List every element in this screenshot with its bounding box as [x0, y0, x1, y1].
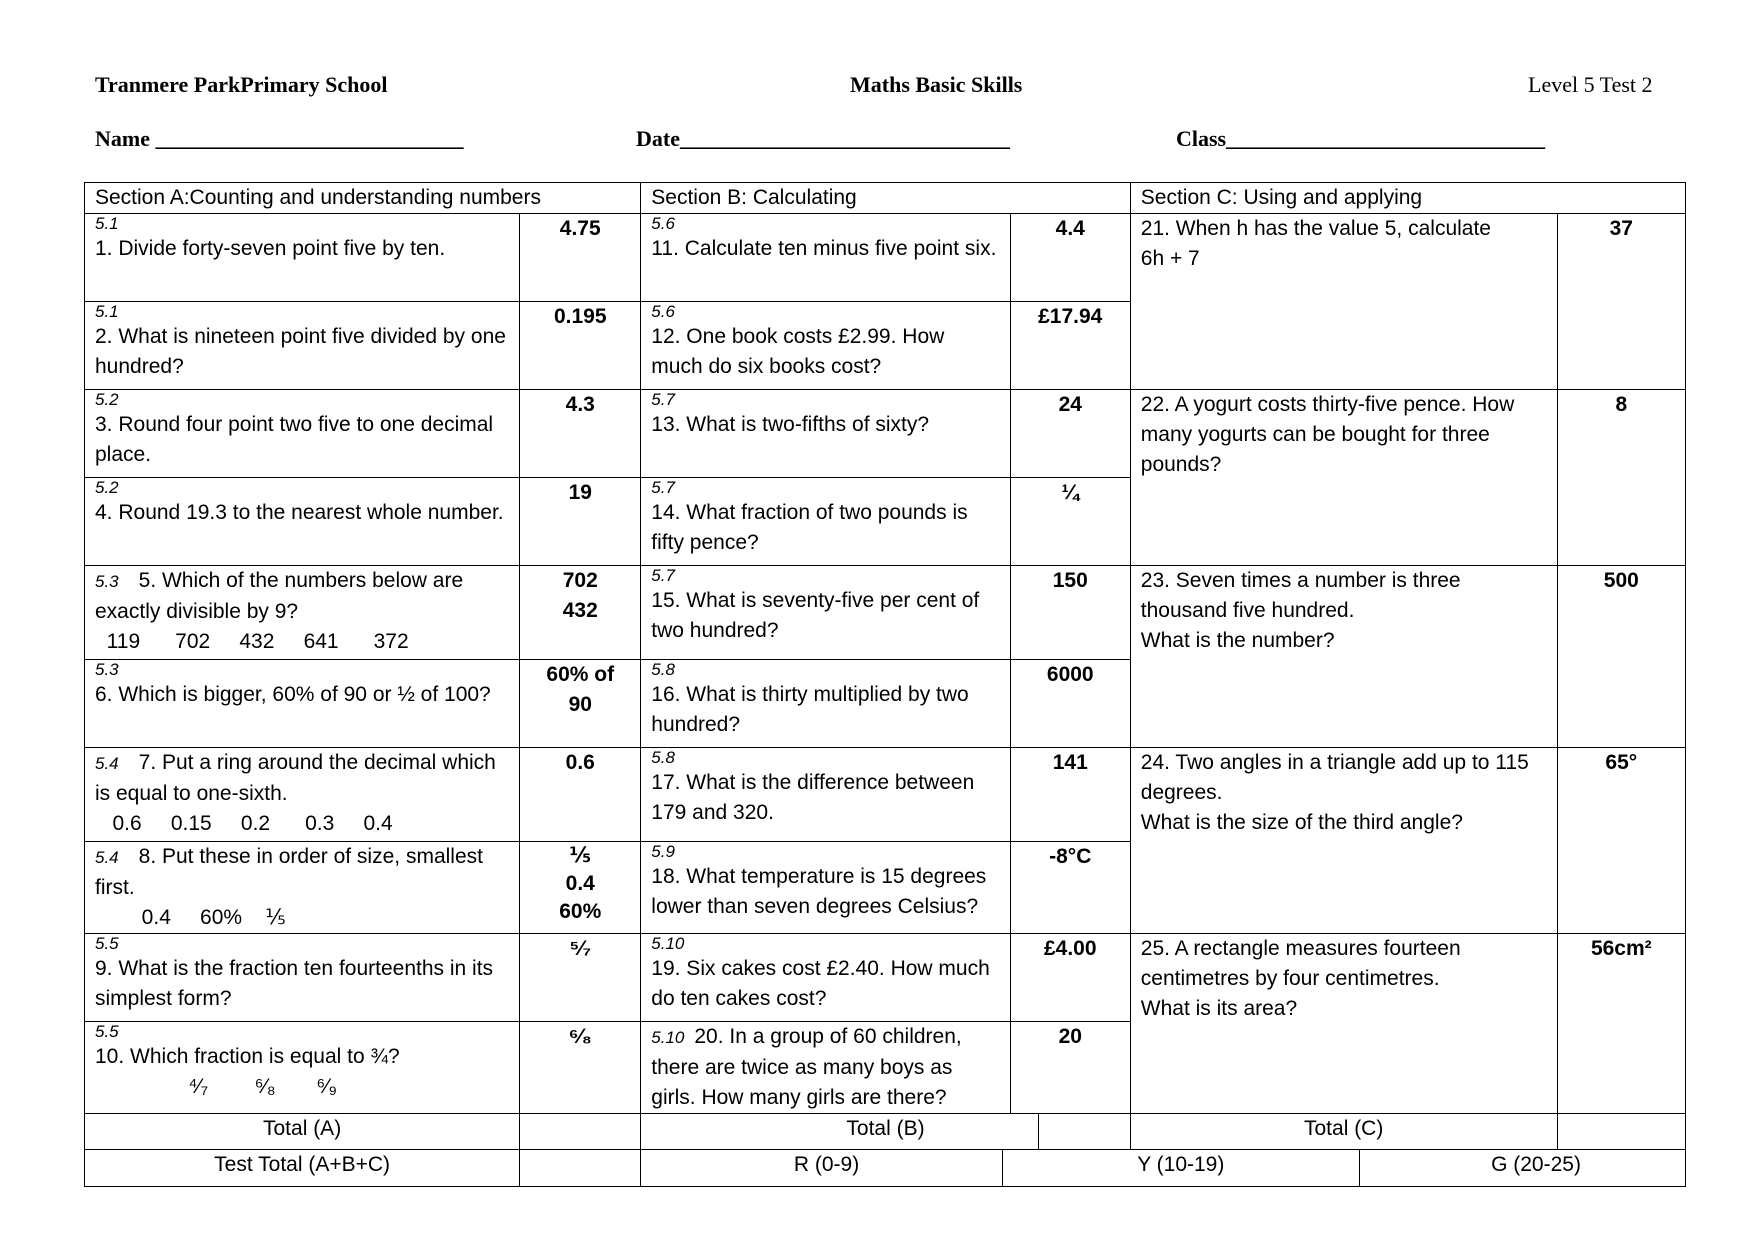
question-14-cell	[641, 478, 1010, 566]
options-list: 0.6 0.15 0.2 0.3 0.4	[95, 812, 393, 835]
answer-11: 4.4	[1010, 214, 1130, 302]
table-row	[85, 390, 1686, 478]
answer-22: 8	[1557, 390, 1685, 566]
total-b-label: Total (B)	[846, 1117, 925, 1140]
question-7-cell	[85, 748, 520, 842]
question-text: 8. Put these in order of size, smallest first.	[95, 845, 483, 899]
question-text: 3. Round four point two five to one decimal place.	[95, 413, 494, 466]
date-label: Date	[636, 126, 680, 151]
question-text: 12. One book costs £2.99. How much do six books cost?	[651, 325, 945, 378]
answer-9: ⁵⁄₇	[520, 934, 641, 1022]
level-tag: 5.9	[651, 842, 675, 861]
band-yellow: Y (10-19)	[1002, 1150, 1359, 1186]
question-21-cell	[1130, 214, 1557, 390]
question-8-cell	[85, 842, 520, 934]
question-23-cell	[1130, 566, 1557, 748]
school-name: Tranmere ParkPrimary School	[95, 72, 388, 97]
answer-12: £17.94	[1010, 302, 1130, 390]
section-c-header: Section C: Using and applying	[1130, 183, 1685, 214]
answer-5	[520, 566, 641, 660]
total-b-divider	[1038, 1113, 1039, 1149]
answer-16: 6000	[1010, 660, 1130, 748]
table-row	[85, 566, 1686, 660]
level-tag: 5.2	[95, 478, 119, 497]
level-tag: 5.7	[651, 390, 675, 409]
date-field[interactable]	[636, 126, 1010, 152]
total-b-cell	[641, 1114, 1130, 1150]
question-25-cell	[1130, 934, 1557, 1114]
question-text: 15. What is seventy-five per cent of two hundred?	[651, 589, 980, 642]
question-18-cell	[641, 842, 1010, 934]
name-field[interactable]	[95, 126, 463, 152]
level-tag: 5.8	[651, 660, 675, 679]
question-text: 9. What is the fraction ten fourteenths in its simplest form?	[95, 957, 494, 1010]
rag-bands	[651, 1150, 1712, 1186]
question-text: 7. Put a ring around the decimal which is equal to one-sixth.	[95, 751, 496, 805]
answer-7: 0.6	[520, 748, 641, 842]
options-list: 119 702 432 641 372	[95, 630, 409, 653]
question-text-2: What is the number?	[1140, 629, 1335, 652]
answer-25: 56cm²	[1557, 934, 1685, 1114]
level-tag: 5.10	[651, 934, 685, 953]
totals-row	[85, 1114, 1686, 1150]
level-tag: 5.5	[95, 1022, 119, 1041]
name-label: Name	[95, 126, 156, 151]
answer-4: 19	[520, 478, 641, 566]
answer-17: 141	[1010, 748, 1130, 842]
question-text: 1. Divide forty-seven point five by ten.	[95, 237, 446, 260]
answer-line: 90	[568, 693, 592, 716]
question-9-cell	[85, 934, 520, 1022]
question-text-2: What is the size of the third angle?	[1140, 811, 1463, 834]
band-red: R (0-9)	[651, 1150, 1002, 1186]
question-text: 16. What is thirty multiplied by two hundred?	[651, 683, 969, 736]
question-text: 17. What is the difference between 179 and 320.	[651, 771, 975, 824]
level-tag: 5.3	[95, 572, 119, 591]
question-16-cell	[641, 660, 1010, 748]
question-text: 11. Calculate ten minus five point six.	[651, 237, 997, 260]
options-list: 0.4 60% ⅕	[95, 906, 286, 929]
answer-21: 37	[1557, 214, 1685, 390]
question-text: 22. A yogurt costs thirty-five pence. How many yogurts can be bought for three pounds?	[1140, 393, 1515, 476]
question-4-cell	[85, 478, 520, 566]
question-11-cell	[641, 214, 1010, 302]
level-tag: 5.4	[95, 754, 119, 773]
class-field[interactable]	[1176, 126, 1545, 152]
question-5-cell	[85, 566, 520, 660]
subject-title: Maths Basic Skills	[850, 72, 1023, 97]
question-text: 5. Which of the numbers below are exactly divisible by 9?	[95, 569, 464, 623]
total-c-input[interactable]	[1557, 1114, 1685, 1150]
answer-line: 60% of	[546, 663, 615, 686]
section-header-row	[85, 183, 1686, 214]
question-2-cell	[85, 302, 520, 390]
question-text: 23. Seven times a number is three thousand five hundred.	[1140, 569, 1461, 622]
question-13-cell	[641, 390, 1010, 478]
question-1-cell	[85, 214, 520, 302]
level-tag: 5.2	[95, 390, 119, 409]
question-text: 14. What fraction of two pounds is fifty pence?	[651, 501, 968, 554]
answer-line: 0.4	[565, 872, 595, 895]
level-tag: 5.1	[95, 214, 119, 233]
section-a-header: Section A:Counting and understanding numbers	[85, 183, 641, 214]
level-tag: 5.7	[651, 478, 675, 497]
rag-band-cell	[641, 1150, 1686, 1187]
answer-3: 4.3	[520, 390, 641, 478]
question-24-cell	[1130, 748, 1557, 934]
class-line: _____________________________	[1226, 126, 1546, 151]
question-text: 20. In a group of 60 children, there are twice as many boys as girls. How many girls are there?	[651, 1025, 962, 1109]
question-6-cell	[85, 660, 520, 748]
question-text: 19. Six cakes cost £2.40. How much do ten cakes cost?	[651, 957, 990, 1010]
answer-1: 4.75	[520, 214, 641, 302]
question-20-cell	[641, 1022, 1010, 1114]
answer-23: 500	[1557, 566, 1685, 748]
question-text: 13. What is two-fifths of sixty?	[651, 413, 930, 436]
level-tag: 5.6	[651, 214, 675, 233]
total-c-label: Total (C)	[1130, 1114, 1557, 1150]
answer-line: 702	[562, 569, 598, 592]
level-tag: 5.4	[95, 848, 119, 867]
question-12-cell	[641, 302, 1010, 390]
answer-14: ¼	[1010, 478, 1130, 566]
band-green: G (20-25)	[1491, 1153, 1581, 1176]
question-17-cell	[641, 748, 1010, 842]
level-tag: 5.6	[651, 302, 675, 321]
options-list: ⁴⁄₇ ⁶⁄₈ ⁶⁄₉	[95, 1075, 337, 1098]
name-line: ____________________________	[155, 126, 464, 151]
level-tag: 5.3	[95, 660, 119, 679]
level-tag: 5.10	[651, 1028, 685, 1047]
level-tag: 5.5	[95, 934, 119, 953]
answer-19: £4.00	[1010, 934, 1130, 1022]
answer-15: 150	[1010, 566, 1130, 660]
answer-13: 24	[1010, 390, 1130, 478]
test-total-input[interactable]	[520, 1150, 641, 1187]
question-text: 4. Round 19.3 to the nearest whole number.	[95, 501, 504, 524]
question-text-2: What is its area?	[1140, 997, 1298, 1020]
table-row	[85, 748, 1686, 842]
question-15-cell	[641, 566, 1010, 660]
test-total-row	[85, 1150, 1686, 1187]
answer-line: 432	[562, 599, 598, 622]
question-3-cell	[85, 390, 520, 478]
table-row	[85, 214, 1686, 302]
answer-20: 20	[1010, 1022, 1130, 1114]
test-level: Level 5 Test 2	[1528, 72, 1653, 97]
answer-8	[520, 842, 641, 934]
answer-2: 0.195	[520, 302, 641, 390]
answer-10: ⁶⁄₈	[520, 1022, 641, 1114]
level-tag: 5.7	[651, 566, 675, 585]
question-text: 10. Which fraction is equal to ¾?	[95, 1045, 400, 1068]
question-19-cell	[641, 934, 1010, 1022]
date-line: ______________________________	[679, 126, 1010, 151]
question-text: 18. What temperature is 15 degrees lower than seven degrees Celsius?	[651, 865, 987, 918]
section-b-header: Section B: Calculating	[641, 183, 1130, 214]
test-total-label: Test Total (A+B+C)	[85, 1150, 520, 1187]
question-text: 24. Two angles in a triangle add up to 115 degrees.	[1140, 751, 1529, 804]
answer-24: 65°	[1557, 748, 1685, 934]
level-tag: 5.8	[651, 748, 675, 767]
class-label: Class	[1176, 126, 1227, 151]
question-22-cell	[1130, 390, 1557, 566]
answer-line: ⅕	[569, 844, 592, 867]
answer-line: 60%	[559, 900, 602, 923]
question-text: 21. When h has the value 5, calculate 6h + 7	[1140, 217, 1550, 270]
answer-18: -8°C	[1010, 842, 1130, 934]
question-text: 2. What is nineteen point five divided by one hundred?	[95, 325, 506, 378]
test-table	[84, 182, 1686, 1187]
question-text: 6. Which is bigger, 60% of 90 or ½ of 100?	[95, 683, 491, 706]
total-a-input[interactable]	[520, 1114, 641, 1150]
level-tag: 5.1	[95, 302, 119, 321]
total-a-label: Total (A)	[85, 1114, 520, 1150]
question-text: 25. A rectangle measures fourteen centimetres by four centimetres.	[1140, 937, 1461, 990]
question-10-cell	[85, 1022, 520, 1114]
table-row	[85, 934, 1686, 1022]
answer-6	[520, 660, 641, 748]
